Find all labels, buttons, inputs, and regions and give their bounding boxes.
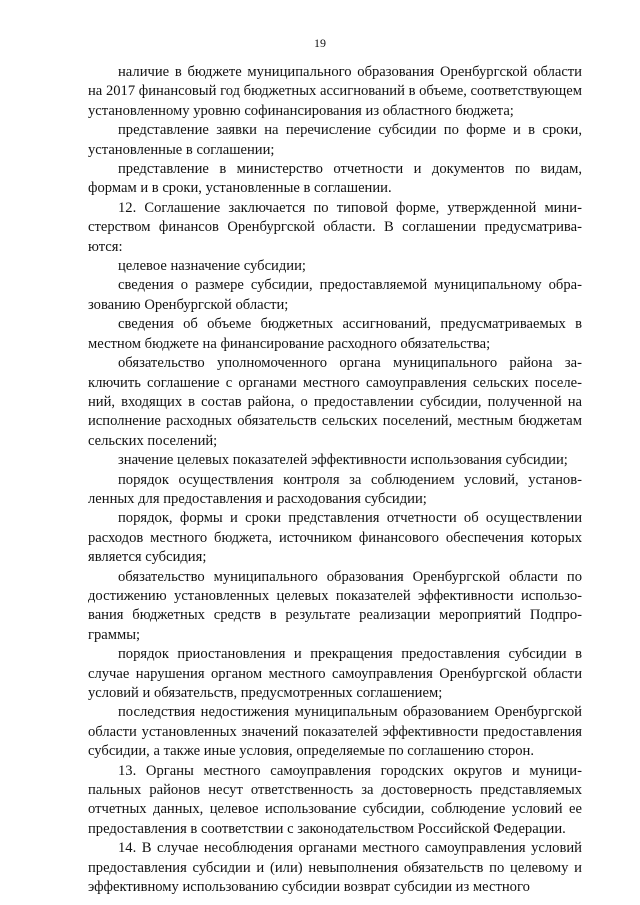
paragraph: 13. Органы местного самоуправления городских округов и муниципальных районов несут ответственность за достоверность представляемых отчетных данных, целевое использование субсидии, соблюдение условий ее предоставления в соответствии с законодательством Российской Федерации. bbox=[88, 762, 582, 837]
paragraph: порядок приостановления и прекращения предоставления субсидии в случае нарушения органом местного самоуправления Оренбургской области условий и обязательств, предусмотренных соглашением; bbox=[88, 646, 582, 701]
page-number: 19 bbox=[314, 36, 326, 50]
paragraph: наличие в бюджете муниципального образования Оренбургской области на 2017 финансовый год бюджетных ассигнований в объеме, соответствующем установленному уровню софинансирования из областного бюджета; bbox=[88, 64, 582, 119]
paragraph: 14. В случае несоблюдения органами местного самоуправления условий предоставления субсидии и (или) невыполнения обязательств по целевому и эффективному использованию субсидии возврат субсидии из местного bbox=[88, 840, 582, 896]
paragraph: последствия недостижения муниципальным образованием Оренбургской области установленных значений показателей эффективности предоставления субсидии, а также иные условия, определяемые по соглашению сторон. bbox=[88, 704, 582, 760]
paragraph: представление в министерство отчетности и документов по видам, формам и в сроки, установленные в соглашении. bbox=[88, 161, 582, 197]
paragraph: 12. Соглашение заключается по типовой форме, утвержденной министерством финансов Оренбургской области. В соглашении предусматриваются: bbox=[88, 199, 582, 255]
paragraph: значение целевых показателей эффективности использования субсидии; bbox=[118, 452, 568, 469]
paragraph: порядок, формы и сроки представления отчетности об осуществлении расходов местного бюджета, источником финансового обеспечения которых является субсидия; bbox=[88, 510, 582, 566]
paragraph: обязательство уполномоченного органа муниципального района заключить соглашение с органами местного самоуправления сельских поселений, входящих в состав района, о предоставлении субсидии, полученной на исполнение расходных обязательств сельских поселений, местным бюджетам сельских поселений; bbox=[88, 355, 582, 449]
body-text bbox=[88, 63, 582, 897]
paragraph: представление заявки на перечисление субсидии по форме и в сроки, установленные в соглашении; bbox=[88, 122, 582, 158]
paragraph: целевое назначение субсидии; bbox=[118, 258, 306, 275]
paragraph: сведения о размере субсидии, предоставляемой муниципальному образованию Оренбургской области; bbox=[88, 277, 582, 313]
paragraph: порядок осуществления контроля за соблюдением условий, установленных для предоставления и расходования субсидии; bbox=[88, 471, 582, 507]
paragraph: сведения об объеме бюджетных ассигнований, предусматриваемых в местном бюджете на финансирование расходного обязательства; bbox=[88, 316, 582, 352]
paragraph: обязательство муниципального образования Оренбургской области по достижению установленных целевых показателей эффективности использования бюджетных средств в результате реализации мероприятий Подпрограммы; bbox=[88, 568, 582, 643]
